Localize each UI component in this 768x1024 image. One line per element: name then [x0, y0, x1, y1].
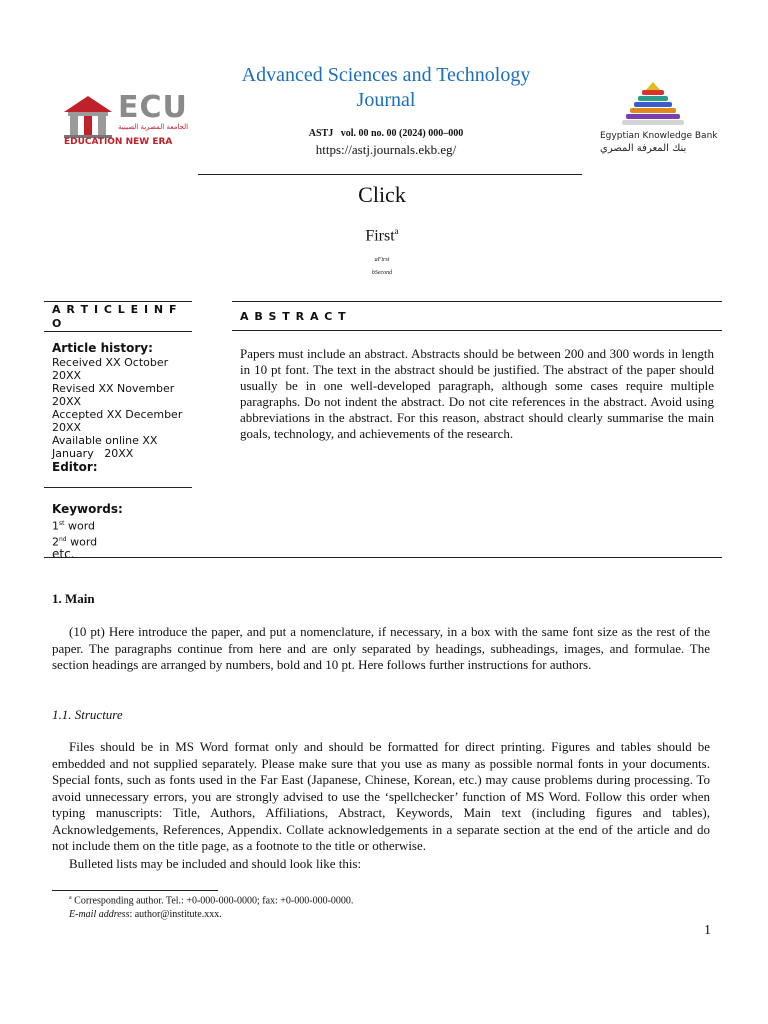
journal-title-line1: Advanced Sciences and Technology	[241, 64, 531, 86]
ekb-logo-arabic: بنك المعرفة المصري	[600, 143, 687, 154]
keywords-heading: Keywords:	[52, 502, 123, 516]
email-label: E-mail address	[69, 909, 130, 920]
author-sup: a	[394, 226, 399, 236]
author-name: First	[365, 227, 395, 245]
affiliation-a: aFirst	[374, 257, 390, 263]
footnote-corresponding	[69, 895, 353, 906]
bullets-intro: Bulleted lists may be included and should look like this:	[69, 856, 362, 871]
paper-title: Click	[358, 182, 406, 207]
ecu-logo	[60, 92, 190, 150]
ekb-books-icon	[618, 80, 688, 128]
footnote-text: Corresponding author. Tel.: +0-000-000-0000; fax: +0-000-000-0000.	[74, 895, 354, 907]
history-accepted: Accepted XX December 20XX	[52, 408, 183, 434]
journal-title-line2: Journal	[356, 89, 416, 111]
editor-label: Editor:	[52, 460, 98, 474]
section-paragraph: (10 pt) Here introduce the paper, and put a nomenclature, if necessary, in a box with the same font size as the rest of the paper. The paragraphs continue from here and are only separated by headings, subheadings, images, and formulae. The section headings are arranged by numbers, bold and 10 pt. Here follows further instructions for authors.	[52, 624, 710, 673]
ecu-logo-arabic: الجامعة المصرية الصينية	[118, 123, 189, 131]
author-line	[0, 226, 764, 245]
article-history-heading: Article history:	[52, 341, 153, 355]
affiliation-b: bSecond	[371, 270, 393, 276]
keywords-block	[52, 502, 192, 561]
info-heading-rule-left	[44, 331, 192, 332]
section-heading: 1. Main	[52, 591, 95, 606]
abstract-text: Papers must include an abstract. Abstracts should be between 200 and 300 words in length in 10 pt font. The text in the abstract should be justified. The abstract of the paper should usually be in one well-developed paragraph, although some cases require multiple paragraphs. Do not indent the abstract. Do not cite references in the abstract. Avoid using abbreviations in the abstract. For this reason, abstract should clearly summarise the main goals, technology, and achievements of the research.	[240, 346, 714, 441]
info-bottom-rule	[44, 557, 722, 558]
ekb-logo-name: Egyptian Knowledge Bank	[600, 131, 718, 141]
footnote-rule	[52, 890, 218, 891]
article-info-heading: A R T I C L E I N F O	[52, 303, 178, 330]
history-available: Available online XX January 20XX	[52, 434, 161, 460]
info-top-rule-right	[232, 301, 722, 302]
journal-citation: ASTJ vol. 00 no. 00 (2024) 000–000	[308, 128, 464, 139]
ecu-logo-tagline: EDUCATION NEW ERA	[64, 137, 173, 147]
journal-title	[198, 63, 574, 113]
history-revised: Revised XX November 20XX	[52, 382, 175, 408]
footnote-email	[69, 909, 222, 920]
history-bottom-rule	[44, 487, 192, 488]
article-history	[52, 341, 192, 475]
ekb-logo	[598, 80, 718, 160]
keyword-item: 1st word	[52, 519, 96, 533]
ecu-logo-text: ECU	[118, 90, 188, 125]
history-received: Received XX October 20XX	[52, 356, 169, 382]
keyword-item: 2nd word	[52, 535, 98, 549]
subsection-paragraph: Files should be in MS Word format only and should be formatted for direct printing. Figures and tables should be embedded and not supplied separately. Please make sure that you use as many as possible normal fonts in your documents. Special fonts, such as fonts used in the Far East (Japanese, Chinese, Korean, etc.) may cause problems during processing. To avoid unnecessary errors, you are strongly advised to use the ‘spellchecker’ function of MS Word. Follow this order when typing manuscripts: Title, Authors, Affiliations, Abstract, Keywords, Main text (including figures and tables), Acknowledgements, References, Appendix. Collate acknowledgements in a separate section at the end of the article and do not include them on the title page, as a footnote to the title or otherwise.	[52, 739, 710, 853]
ecu-building-icon	[60, 94, 116, 138]
header-rule	[198, 174, 582, 175]
subsection-heading: 1.1. Structure	[52, 707, 123, 722]
keyword-item: etc.	[52, 547, 75, 562]
abstract-heading-rule	[232, 330, 722, 331]
info-top-rule-left	[44, 301, 192, 302]
abstract-heading: A B S T R A C T	[240, 310, 347, 323]
footnote-marker: a	[69, 895, 72, 901]
journal-url[interactable]: https://astj.journals.ekb.eg/	[315, 142, 457, 157]
email-value[interactable]: : author@institute.xxx.	[129, 909, 222, 920]
page-number: 1	[704, 923, 711, 938]
